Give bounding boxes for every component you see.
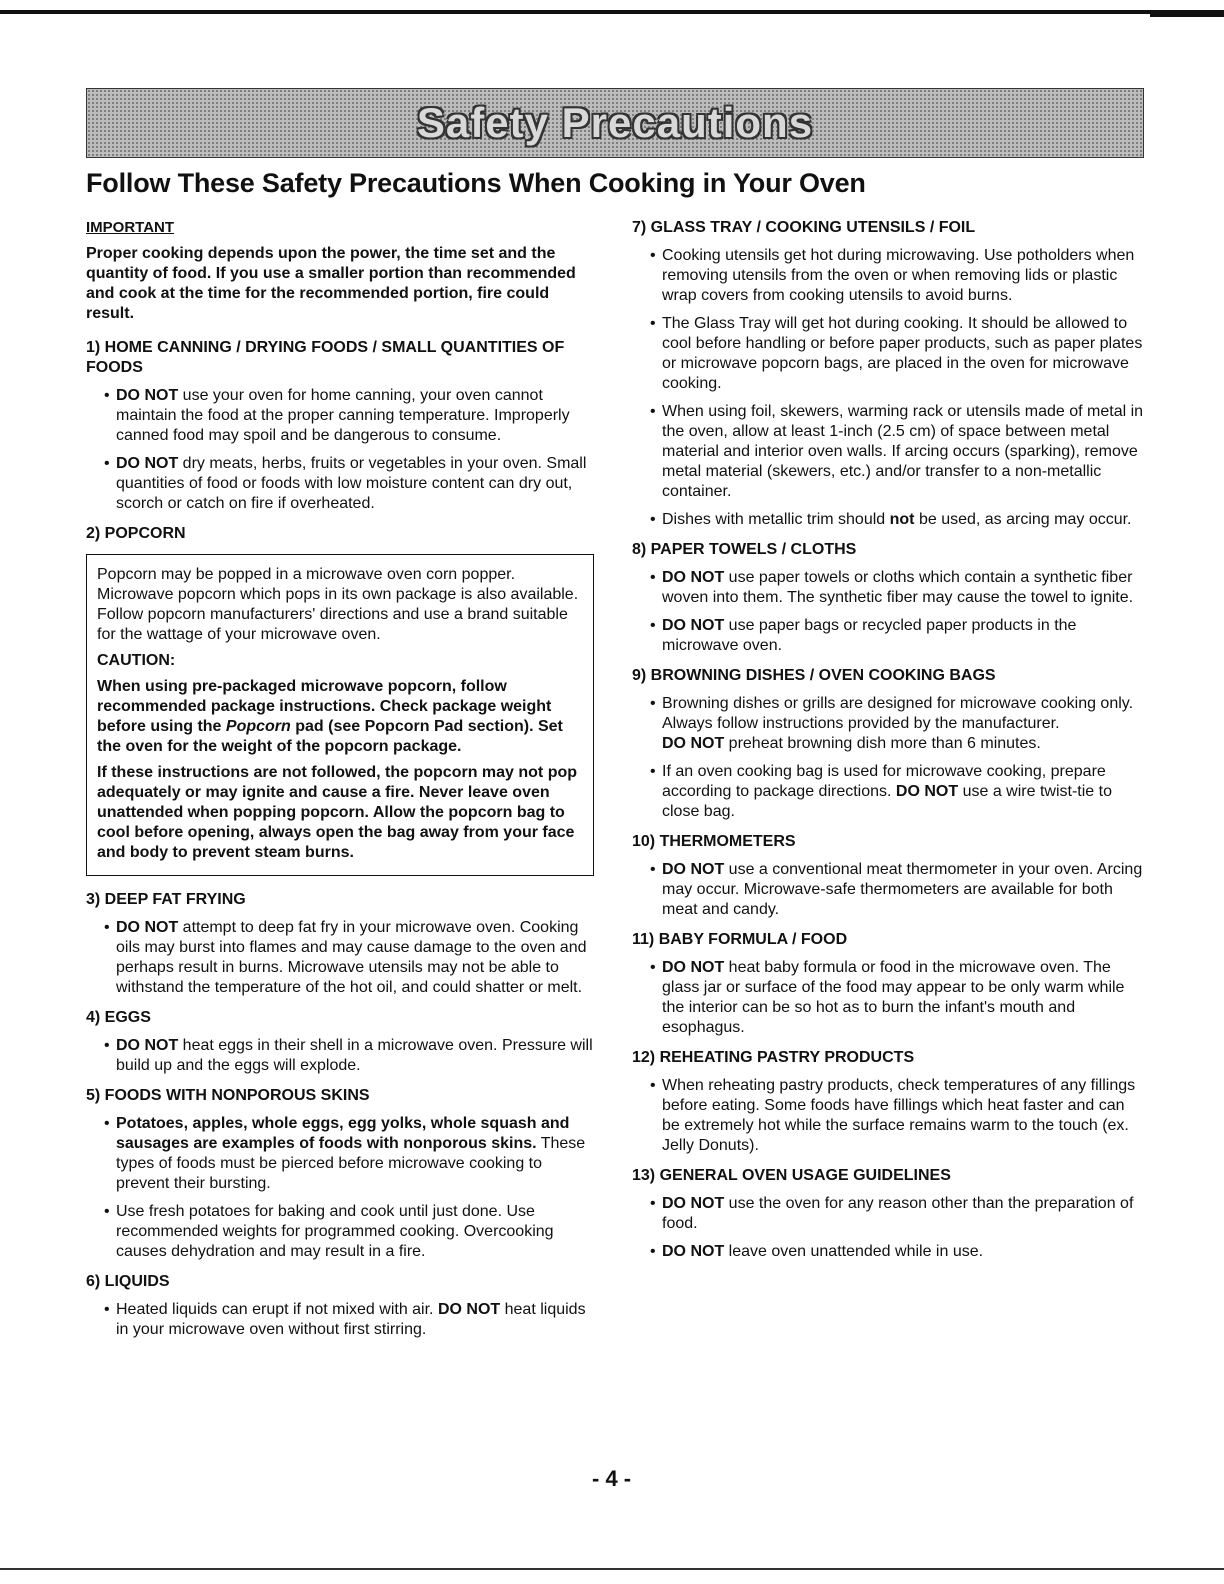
section-popcorn	[86, 524, 596, 876]
popcorn-info: Popcorn may be popped in a microwave oven corn popper. Microwave popcorn which pops in its own package is also available. Follow popcorn manufacturers' directions and use a brand suitable for the wattage of your microwave oven.	[97, 566, 579, 643]
list-item: • Dishes with metallic trim should not be used, as arcing may occur.	[632, 510, 1144, 530]
section-glass-tray	[632, 218, 1144, 530]
caution-label: CAUTION:	[97, 652, 176, 669]
list-item: • DO NOT heat eggs in their shell in a microwave oven. Pressure will build up and the eggs will explode.	[86, 1036, 596, 1076]
section-banner	[86, 88, 1144, 158]
section-title: 5) FOODS WITH NONPOROUS SKINS	[86, 1087, 370, 1104]
section-general-usage	[632, 1166, 1144, 1262]
list-item: • DO NOT dry meats, herbs, fruits or vegetables in your oven. Small quantities of food or foods with low moisture content can dry out, scorch or catch on fire if overheated.	[86, 454, 596, 514]
section-title: 10) THERMOMETERS	[632, 833, 796, 850]
section-title: 1) HOME CANNING / DRYING FOODS / SMALL QUANTITIES OF FOODS	[86, 339, 565, 376]
section-title: 6) LIQUIDS	[86, 1273, 170, 1290]
list-item: • Use fresh potatoes for baking and cook until just done. Use recommended weights for programmed cooking. Overcooking causes dehydration and may result in a fire.	[86, 1202, 596, 1262]
bottom-rule	[0, 1568, 1224, 1570]
list-item: • DO NOT heat baby formula or food in the microwave oven. The glass jar or surface of the food may appear to be only warm while the interior can be so hot as to burn the infant's mouth and esophagus.	[632, 958, 1144, 1038]
caution-warning: If these instructions are not followed, the popcorn may not pop adequately or may ignite and cause a fire. Never leave oven unattended when popping popcorn. Allow the popcorn bag to cool before opening, always open the bag away from your face and body to prevent steam burns.	[97, 764, 578, 861]
list-item: • Browning dishes or grills are designed for microwave cooking only. Always follow instructions provided by the manufacturer. DO NOT preheat browning dish more than 6 minutes.	[632, 694, 1144, 754]
section-title: 11) BABY FORMULA / FOOD	[632, 931, 848, 948]
section-title: 9) BROWNING DISHES / OVEN COOKING BAGS	[632, 667, 996, 684]
section-nonporous-skins	[86, 1086, 596, 1262]
important-text: Proper cooking depends upon the power, the time set and the quantity of food. If you use a smaller portion than recommended and cook at the time for the recommended portion, fire could result.	[86, 245, 576, 322]
section-deep-fat-frying	[86, 890, 596, 998]
important-label: IMPORTANT	[86, 219, 175, 236]
section-liquids	[86, 1272, 596, 1340]
banner-title: Safety Precautions	[416, 99, 814, 146]
caution-text: When using pre-packaged microwave popcorn, follow recommended package instructions. Check package weight before using the Popcorn pad (see Popcorn Pad section). Set the oven for the weight of the popcorn package.	[97, 678, 563, 755]
section-baby-formula	[632, 930, 1144, 1038]
section-title: 3) DEEP FAT FRYING	[86, 891, 246, 908]
section-paper-towels	[632, 540, 1144, 656]
section-title: 13) GENERAL OVEN USAGE GUIDELINES	[632, 1167, 951, 1184]
list-item: • When using foil, skewers, warming rack or utensils made of metal in the oven, allow at least 1-inch (2.5 cm) of space between metal material and interior oven walls. If arcing occurs (sparking), remove metal material (skewers, etc.) and/or transfer to a non-metallic container.	[632, 402, 1144, 502]
section-title: 4) EGGS	[86, 1009, 151, 1026]
top-rule-thick	[1150, 14, 1224, 17]
section-home-canning	[86, 338, 596, 514]
page-number: - 4 -	[592, 1466, 632, 1491]
list-item: • DO NOT use paper towels or cloths which contain a synthetic fiber woven into them. The synthetic fiber may cause the towel to ignite.	[632, 568, 1144, 608]
section-title: 2) POPCORN	[86, 525, 186, 542]
list-item: • The Glass Tray will get hot during cooking. It should be allowed to cool before handling or before paper products, such as paper plates or microwave popcorn bags, are placed in the oven for microwave cooking.	[632, 314, 1144, 394]
section-title: 7) GLASS TRAY / COOKING UTENSILS / FOIL	[632, 219, 976, 236]
section-reheating-pastry	[632, 1048, 1144, 1156]
section-eggs	[86, 1008, 596, 1076]
top-rule	[0, 10, 1224, 14]
list-item: • Heated liquids can erupt if not mixed with air. DO NOT heat liquids in your microwave oven without first stirring.	[86, 1300, 596, 1340]
list-item: • DO NOT use paper bags or recycled paper products in the microwave oven.	[632, 616, 1144, 656]
section-browning-dishes	[632, 666, 1144, 822]
list-item: • DO NOT use the oven for any reason other than the preparation of food.	[632, 1194, 1144, 1234]
list-item: • Cooking utensils get hot during microwaving. Use potholders when removing utensils from the oven or when removing lids or plastic wrap covers from cooking utensils to avoid burns.	[632, 246, 1144, 306]
page-title: Follow These Safety Precautions When Cooking in Your Oven	[86, 168, 866, 198]
list-item: • DO NOT attempt to deep fat fry in your microwave oven. Cooking oils may burst into flames and may cause damage to the oven and perhaps result in burns. Microwave utensils may not be able to withstand the temperature of the hot oil, and could shatter or melt.	[86, 918, 596, 998]
list-item: • DO NOT use a conventional meat thermometer in your oven. Arcing may occur. Microwave-safe thermometers are available for both meat and candy.	[632, 860, 1144, 920]
list-item: • DO NOT use your oven for home canning, your oven cannot maintain the food at the proper canning temperature. Improperly canned food may spoil and be dangerous to consume.	[86, 386, 596, 446]
left-column	[86, 218, 596, 1350]
section-title: 12) REHEATING PASTRY PRODUCTS	[632, 1049, 915, 1066]
right-column	[632, 218, 1144, 1272]
popcorn-caution-box	[86, 554, 594, 876]
section-thermometers	[632, 832, 1144, 920]
list-item: • When reheating pastry products, check temperatures of any fillings before eating. Some foods have fillings which heat faster and can be extremely hot while the surface remains warm to the touch (ex. Jelly Donuts).	[632, 1076, 1144, 1156]
list-item: • If an oven cooking bag is used for microwave cooking, prepare according to package directions. DO NOT use a wire twist-tie to close bag.	[632, 762, 1144, 822]
list-item: • DO NOT leave oven unattended while in use.	[632, 1242, 1144, 1262]
section-title: 8) PAPER TOWELS / CLOTHS	[632, 541, 857, 558]
list-item: • Potatoes, apples, whole eggs, egg yolks, whole squash and sausages are examples of foods with nonporous skins. These types of foods must be pierced before microwave cooking to prevent their bursting.	[86, 1114, 596, 1194]
